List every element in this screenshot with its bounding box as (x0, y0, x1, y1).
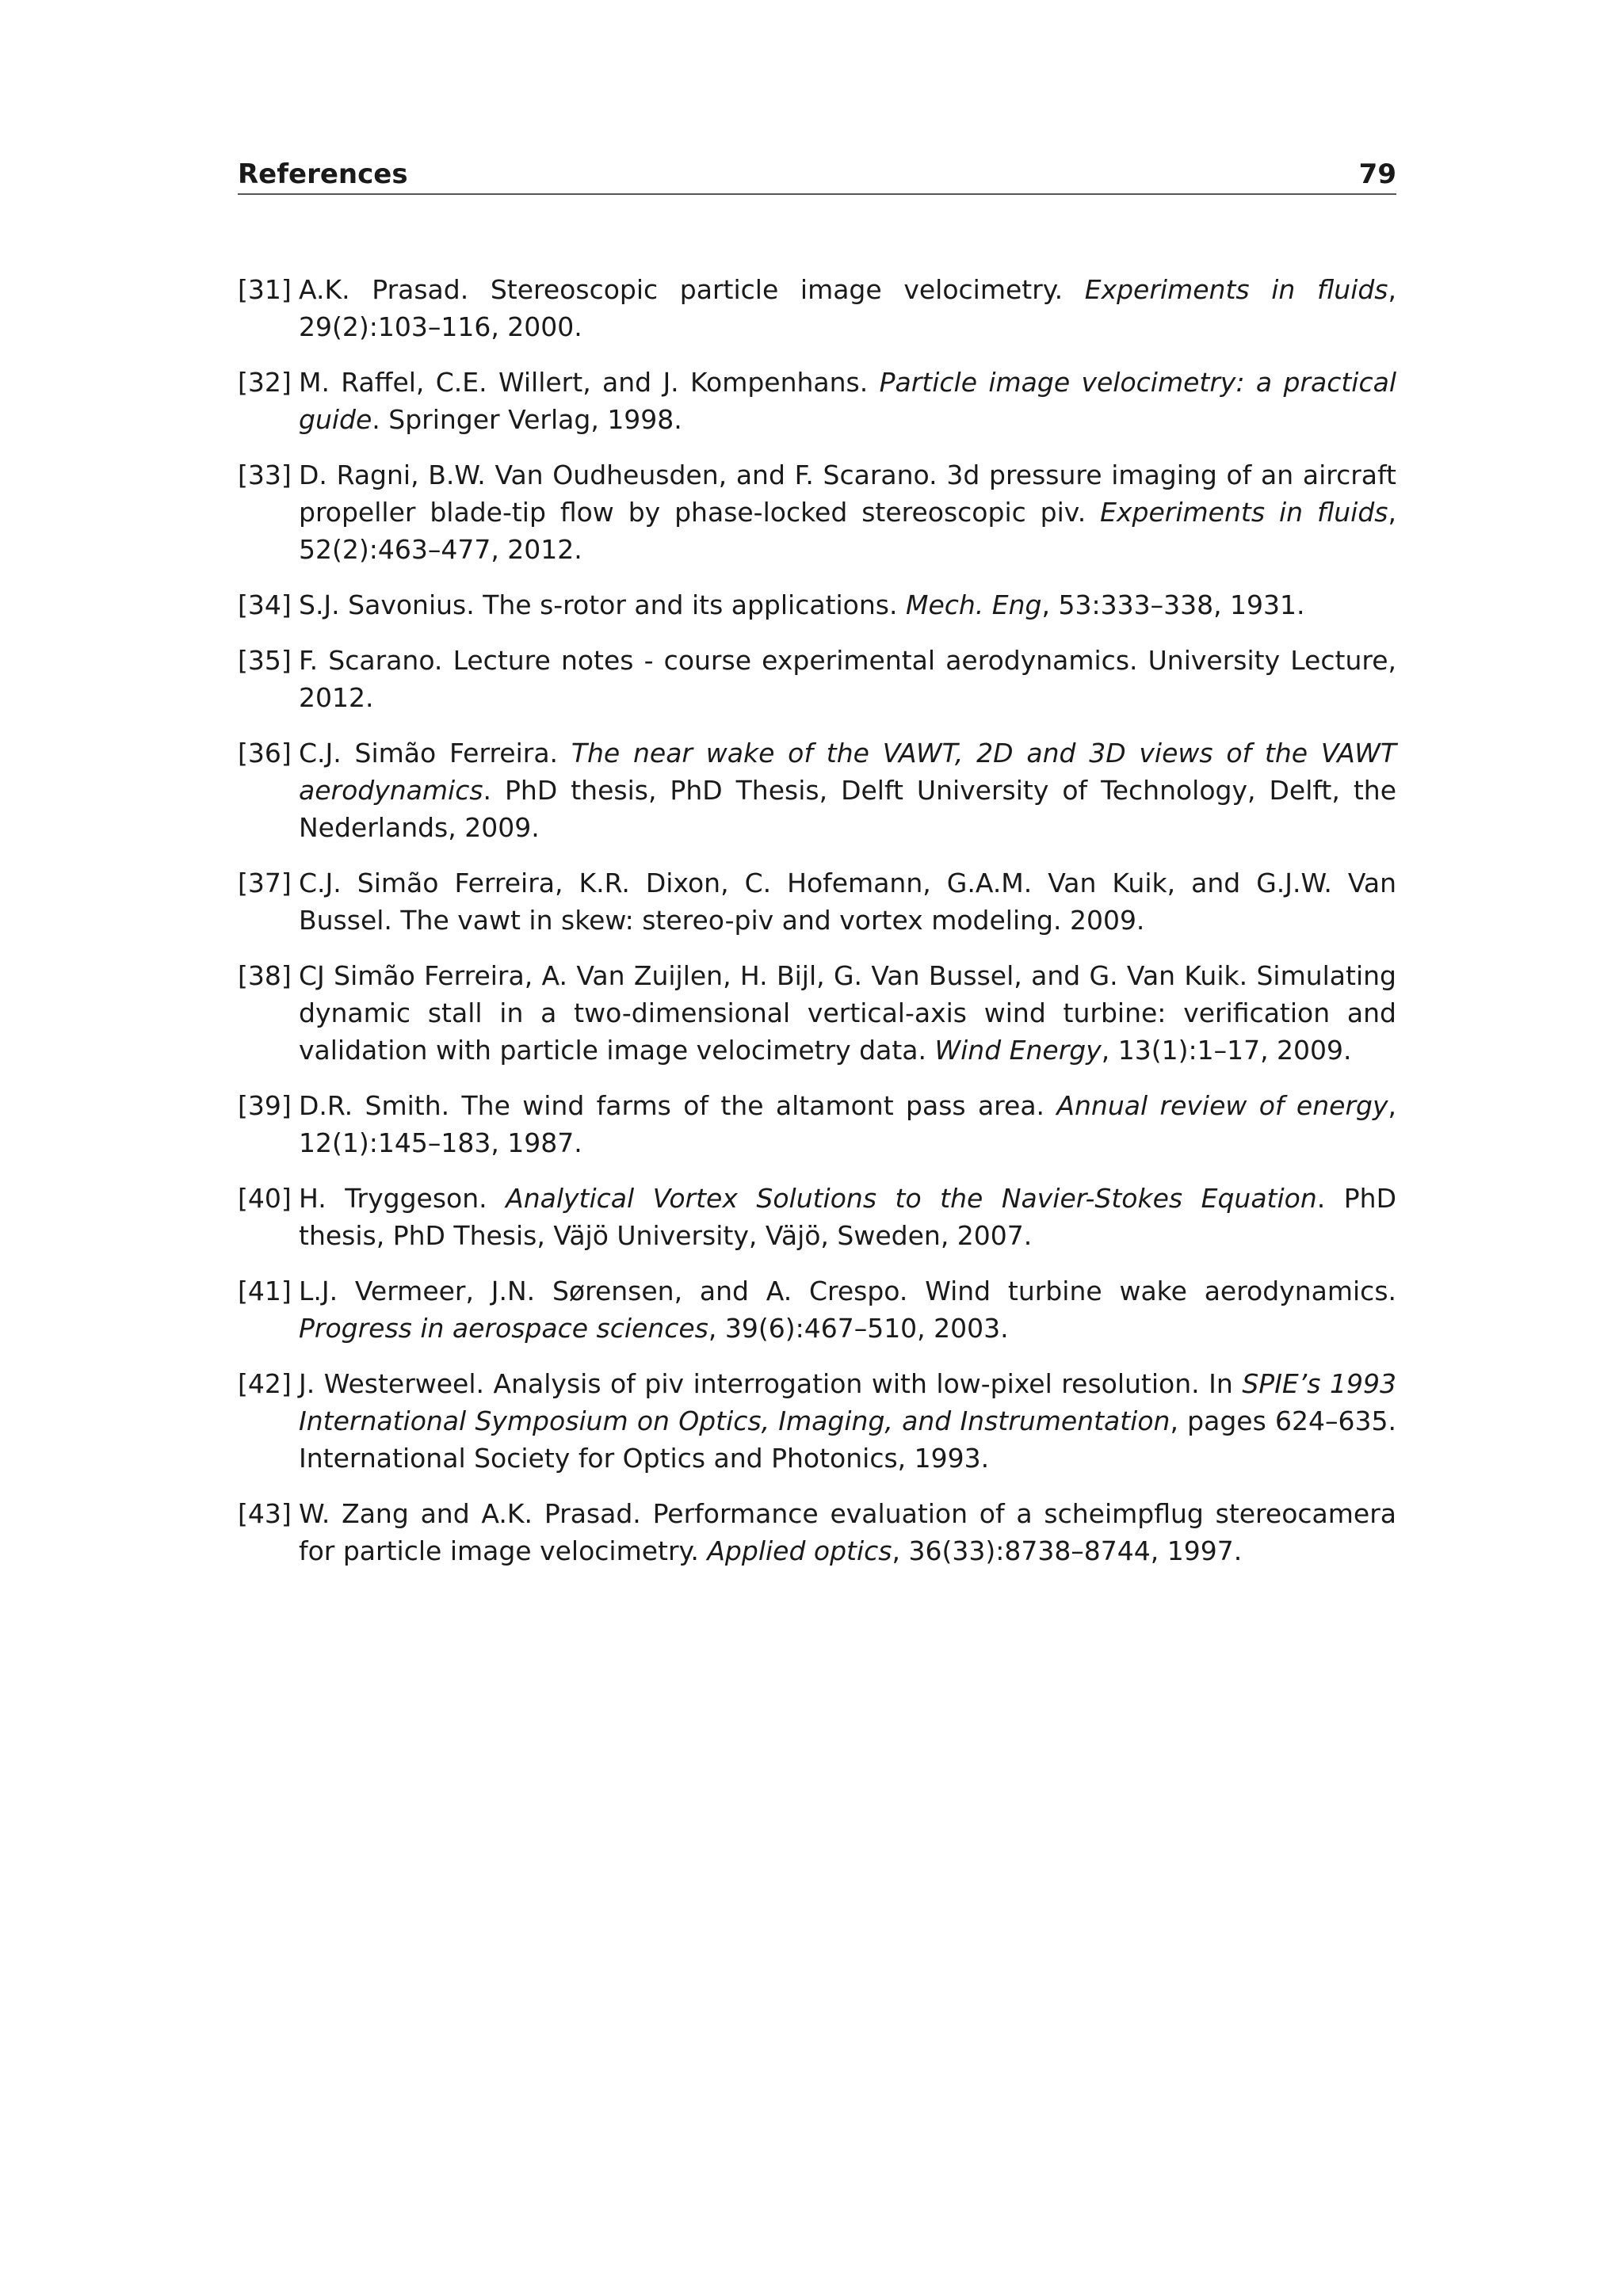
reference-source-title: Wind Energy (934, 1035, 1102, 1066)
reference-text-run: . PhD thesis, PhD Thesis, Väjö University, Väjö, Sweden, 2007. (299, 1183, 1396, 1251)
reference-text (299, 868, 1396, 936)
reference-text-run: W. Zang and A.K. Prasad. Performance evaluation of a scheimpflug stereocamera for particle image velocimetry. (299, 1498, 1396, 1566)
reference-label: [34] (238, 589, 292, 620)
reference-text-run: F. Scarano. Lecture notes - course experimental aerodynamics. University Lecture, 2012. (299, 645, 1396, 713)
reference-text-run: H. Tryggeson. (299, 1183, 506, 1214)
reference-text-run: M. Raffel, C.E. Willert, and J. Kompenhans. (299, 367, 880, 398)
reference-text-run: C.J. Simão Ferreira, K.R. Dixon, C. Hofemann, G.A.M. Van Kuik, and G.J.W. Van Bussel. The vawt in skew: stereo-piv and vortex modeling. 2009. (299, 868, 1396, 936)
reference-text-run: , 29(2):103–116, 2000. (299, 274, 1396, 342)
reference-text (299, 1498, 1396, 1566)
reference-label: [35] (238, 645, 292, 676)
document-page (238, 0, 1396, 2296)
reference-text (299, 645, 1396, 713)
reference-item (238, 456, 1396, 568)
reference-item (238, 586, 1396, 624)
reference-text-run: , 52(2):463–477, 2012. (299, 497, 1396, 565)
reference-source-title: Experiments in fluids (1100, 497, 1388, 528)
reference-label: [32] (238, 367, 292, 398)
reference-text-run: CJ Simão Ferreira, A. Van Zuijlen, H. Bijl, G. Van Bussel, and G. Van Kuik. Simulating dynamic stall in a two-dimensional vertical-axis wind turbine: verification and validation with particle image velocimetry data. (299, 960, 1396, 1066)
reference-label: [41] (238, 1276, 292, 1306)
reference-source-title: Progress in aerospace sciences (299, 1313, 708, 1344)
reference-source-title: Experiments in fluids (1084, 274, 1388, 305)
reference-item (238, 1365, 1396, 1477)
reference-source-title: Applied optics (707, 1535, 892, 1566)
reference-item (238, 864, 1396, 939)
page-number: 79 (1358, 158, 1396, 190)
reference-text-run: J. Westerweel. Analysis of piv interrogation with low-pixel resolution. In (299, 1368, 1243, 1399)
reference-source-title: Annual review of energy (1056, 1090, 1388, 1121)
reference-label: [38] (238, 960, 292, 991)
reference-text (299, 1183, 1396, 1251)
reference-source-title: Particle image velocimetry: a practical guide (299, 367, 1396, 435)
reference-item (238, 364, 1396, 438)
reference-text (299, 1276, 1396, 1344)
reference-text-run: S.J. Savonius. The s-rotor and its applications. (299, 589, 906, 620)
reference-label: [40] (238, 1183, 292, 1214)
reference-text-run: D. Ragni, B.W. Van Oudheusden, and F. Scarano. 3d pressure imaging of an aircraft propeller blade-tip flow by phase-locked stereoscopic piv. (299, 460, 1396, 528)
reference-text-run: A.K. Prasad. Stereoscopic particle image velocimetry. (299, 274, 1085, 305)
reference-item (238, 1087, 1396, 1161)
reference-source-title: Analytical Vortex Solutions to the Navier-Stokes Equation (506, 1183, 1317, 1214)
reference-item (238, 271, 1396, 345)
reference-text-run: . Springer Verlag, 1998. (372, 404, 682, 435)
reference-source-title: Mech. Eng (905, 589, 1042, 620)
reference-source-title: SPIE’s 1993 International Symposium on Optics, Imaging, and Instrumentation (299, 1368, 1396, 1436)
section-title: References (238, 158, 408, 190)
reference-text (299, 589, 1305, 620)
reference-item (238, 1272, 1396, 1347)
reference-text-run: L.J. Vermeer, J.N. Sørensen, and A. Crespo. Wind turbine wake aerodynamics. (299, 1276, 1396, 1306)
reference-text (299, 738, 1396, 843)
reference-text (299, 1368, 1396, 1474)
reference-label: [36] (238, 738, 292, 769)
reference-item (238, 957, 1396, 1069)
reference-text-run: . PhD thesis, PhD Thesis, Delft University of Technology, Delft, the Nederlands, 2009. (299, 775, 1396, 843)
reference-label: [37] (238, 868, 292, 898)
reference-label: [33] (238, 460, 292, 490)
reference-text-run: , 13(1):1–17, 2009. (1101, 1035, 1352, 1066)
reference-item (238, 734, 1396, 846)
reference-text-run: , 36(33):8738–8744, 1997. (892, 1535, 1243, 1566)
reference-text (299, 1090, 1396, 1158)
reference-label: [31] (238, 274, 292, 305)
reference-item (238, 642, 1396, 716)
reference-label: [39] (238, 1090, 292, 1121)
reference-text (299, 960, 1396, 1066)
reference-text-run: , 12(1):145–183, 1987. (299, 1090, 1396, 1158)
reference-text (299, 460, 1396, 565)
reference-text-run: , 39(6):467–510, 2003. (708, 1313, 1009, 1344)
reference-item (238, 1180, 1396, 1254)
reference-text-run: D.R. Smith. The wind farms of the altamont pass area. (299, 1090, 1057, 1121)
reference-item (238, 1495, 1396, 1569)
reference-source-title: The near wake of the VAWT, 2D and 3D views of the VAWT aerodynamics (299, 738, 1396, 806)
running-header (238, 155, 1396, 195)
reference-text (299, 367, 1396, 435)
reference-text-run: C.J. Simão Ferreira. (299, 738, 571, 769)
reference-label: [43] (238, 1498, 292, 1529)
reference-text-run: , pages 624–635. International Society for Optics and Photonics, 1993. (299, 1405, 1397, 1474)
reference-text-run: , 53:333–338, 1931. (1041, 589, 1305, 620)
reference-label: [42] (238, 1368, 292, 1399)
reference-text (299, 274, 1396, 342)
reference-list (238, 271, 1396, 1588)
